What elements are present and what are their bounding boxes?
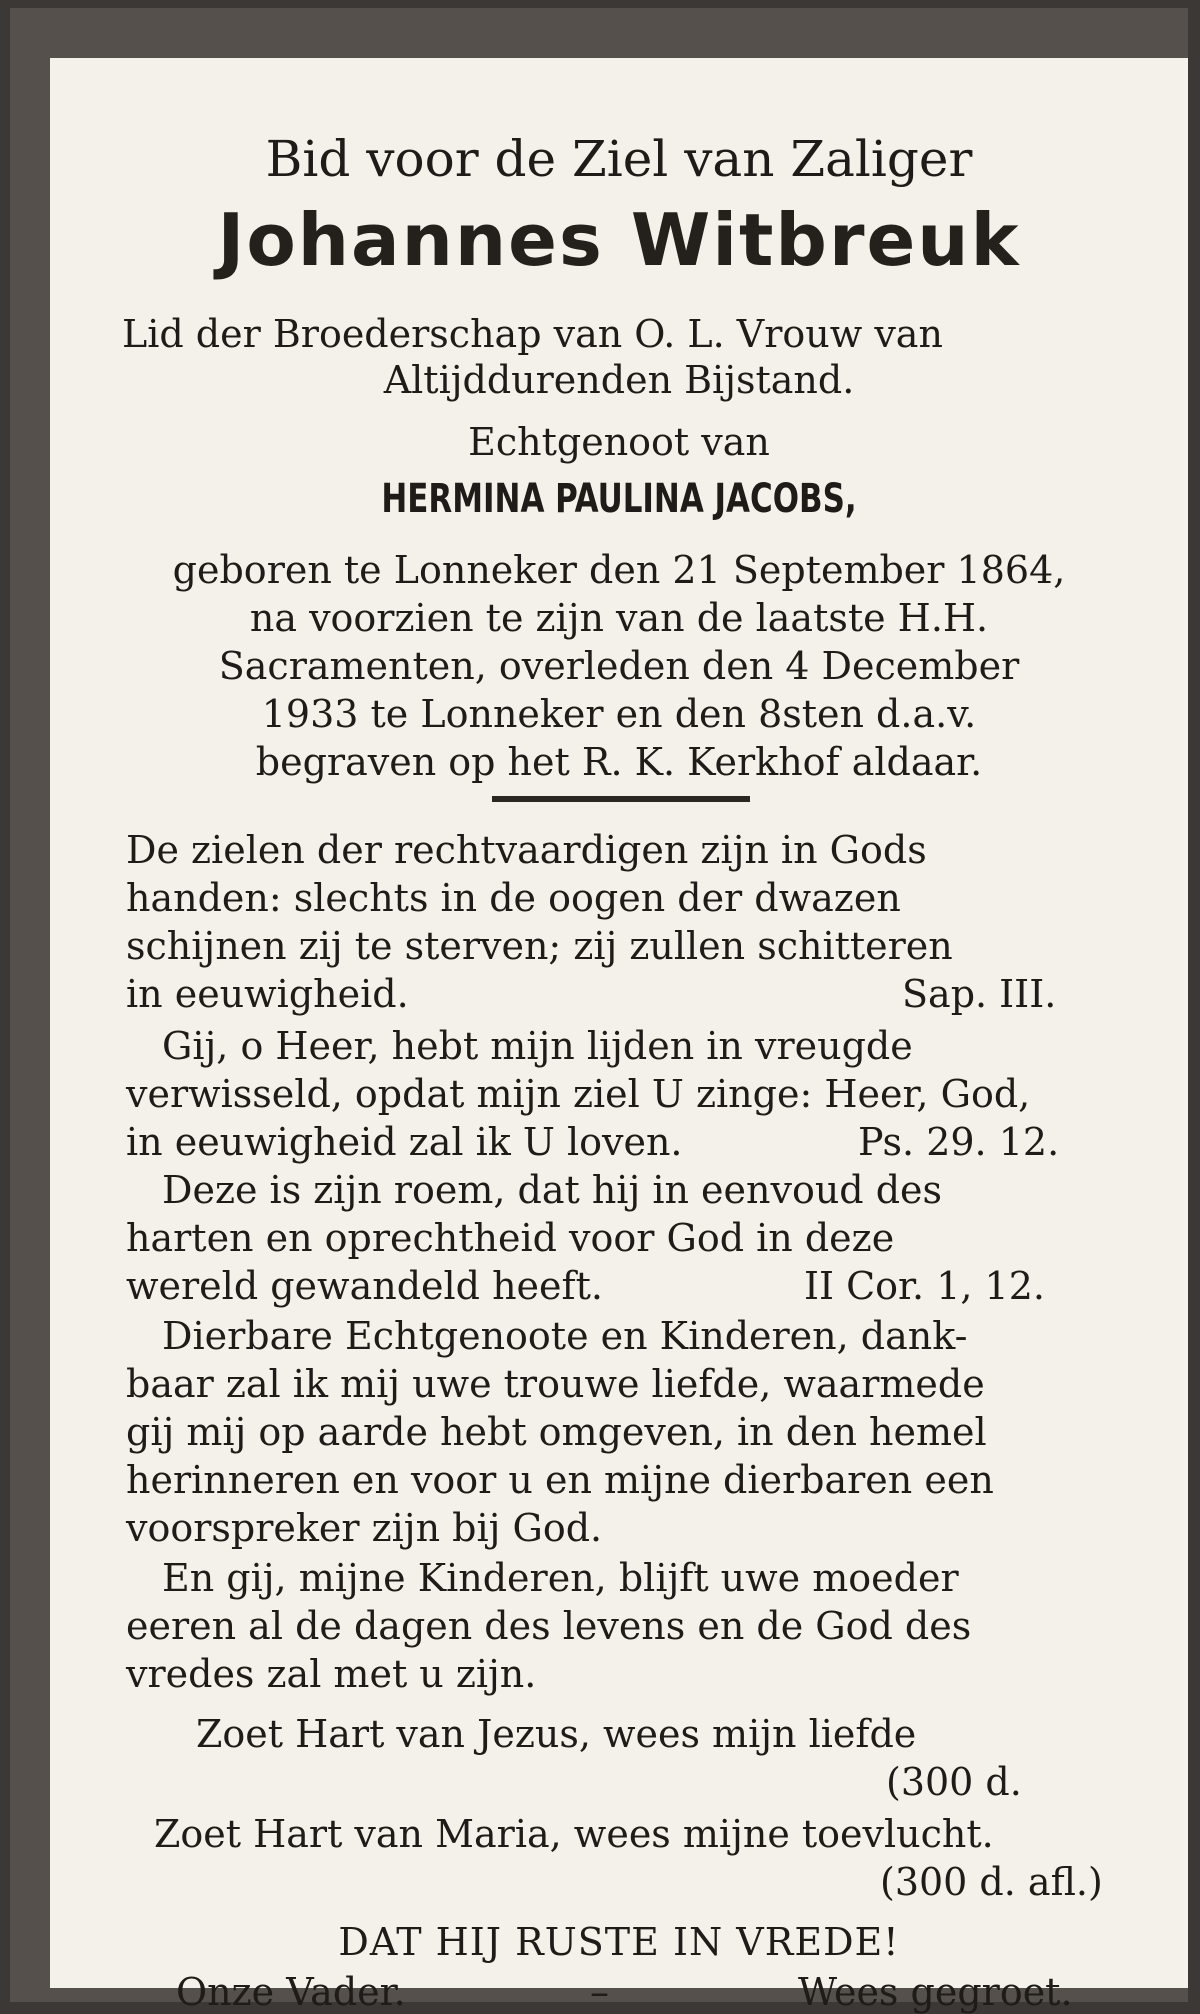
card-frame xyxy=(10,8,1188,2014)
verse-1-line-3: schijnen zij te sterven; zij zullen schitteren xyxy=(126,924,953,968)
verse-3-reference: II Cor. 1, 12. xyxy=(804,1264,1045,1308)
spouse-label: Echtgenoot van xyxy=(468,420,770,464)
verse-1-line-1: De zielen der rechtvaardigen zijn in Gods xyxy=(126,828,927,872)
separator-dash: – xyxy=(590,1970,609,2014)
verse-5-line-3: vredes zal met u zijn. xyxy=(126,1652,537,1696)
death-line: 1933 te Lonneker en den 8sten d.a.v. xyxy=(261,692,977,736)
verse-4-line-1: Dierbare Echtgenoote en Kinderen, dank- xyxy=(162,1314,968,1358)
verse-2-line-1: Gij, o Heer, hebt mijn lijden in vreugde xyxy=(162,1024,913,1068)
verse-4-line-5: voorspreker zijn bij God. xyxy=(126,1506,603,1550)
verse-1-reference: Sap. III. xyxy=(902,972,1057,1016)
verse-2-line-3: in eeuwigheid zal ik U loven. xyxy=(126,1120,683,1164)
sacraments-line-2: Sacramenten, overleden den 4 December xyxy=(218,644,1020,688)
verse-5-line-2: eeren al de dagen des levens en de God des xyxy=(126,1604,972,1648)
divider-rule xyxy=(492,796,750,802)
brotherhood-line-2: Altijddurenden Bijstand. xyxy=(383,358,855,402)
prayer-jesus: Zoet Hart van Jezus, wees mijn liefde xyxy=(196,1712,917,1756)
verse-3-line-1: Deze is zijn roem, dat hij in eenvoud des xyxy=(162,1168,943,1212)
verse-4-line-2: baar zal ik mij uwe trouwe liefde, waarmede xyxy=(126,1362,985,1406)
prayer-heading: Bid voor de Ziel van Zaliger xyxy=(265,130,973,188)
verse-3-line-3: wereld gewandeld heeft. xyxy=(126,1264,603,1308)
deceased-name: Johannes Witbreuk xyxy=(217,198,1021,282)
indulgence-jesus: (300 d. xyxy=(886,1760,1022,1804)
verse-2-line-2: verwisseld, opdat mijn ziel U zinge: Heer, God, xyxy=(126,1072,1031,1116)
birth-line: geboren te Lonneker den 21 September 1864, xyxy=(172,548,1066,592)
verse-3-line-2: harten en oprechtheid voor God in deze xyxy=(126,1216,895,1260)
prayer-maria: Zoet Hart van Maria, wees mijne toevlucht. xyxy=(154,1812,994,1856)
brotherhood-line-1: Lid der Broederschap van O. L. Vrouw van xyxy=(122,312,943,356)
burial-line: begraven op het R. K. Kerkhof aldaar. xyxy=(255,740,983,784)
rest-in-peace: DAT HIJ RUSTE IN VREDE! xyxy=(338,1920,900,1964)
spouse-name: HERMINA PAULINA JACOBS, xyxy=(381,476,857,522)
verse-1-line-2: handen: slechts in de oogen der dwazen xyxy=(126,876,901,920)
verse-4-line-4: herinneren en voor u en mijne dierbaren een xyxy=(126,1458,994,1502)
our-father: Onze Vader. xyxy=(176,1970,406,2014)
hail-mary: Wees gegroet. xyxy=(798,1970,1073,2014)
verse-2-reference: Ps. 29. 12. xyxy=(858,1120,1060,1164)
indulgence-maria: (300 d. afl.) xyxy=(880,1860,1103,1904)
verse-5-line-1: En gij, mijne Kinderen, blijft uwe moeder xyxy=(162,1556,959,1600)
verse-4-line-3: gij mij op aarde hebt omgeven, in den hemel xyxy=(126,1410,987,1454)
sacraments-line-1: na voorzien te zijn van de laatste H.H. xyxy=(249,596,989,640)
verse-1-line-4: in eeuwigheid. xyxy=(126,972,409,1016)
memorial-card xyxy=(50,58,1188,2014)
